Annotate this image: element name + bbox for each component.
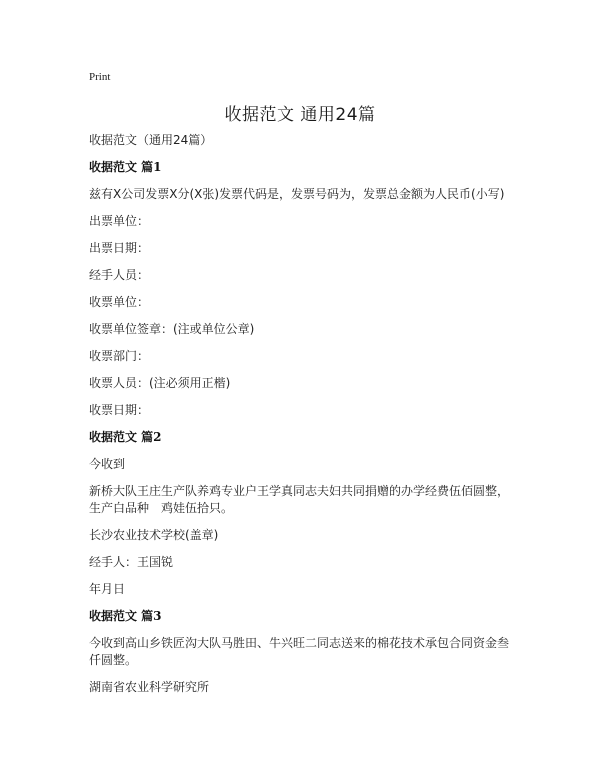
paragraph: 长沙农业技术学校(盖章) [89,528,219,542]
paragraph: 收票部门： [89,349,150,363]
paragraph: 今收到 [89,457,126,471]
paragraph: 收票单位签章：(注或单位公章) [89,322,255,336]
print-link[interactable]: Print [89,71,111,83]
section-heading-3: 收据范文 篇3 [89,609,162,623]
section-heading-1: 收据范文 篇1 [89,160,162,174]
document-subtitle: 收据范文（通用24篇） [89,133,213,147]
page-title: 收据范文 通用24篇 [224,105,376,125]
section-heading-2: 收据范文 篇2 [89,430,162,444]
paragraph: 新桥大队王庄生产队养鸡专业户王学真同志夫妇共同捐赠的办学经费伍佰圆整，生产白品种 鸡娃伍拾只。 [89,484,510,515]
paragraph: 经手人员： [89,268,150,282]
paragraph: 收票单位： [89,295,150,309]
document-body [89,132,515,706]
paragraph: 今收到高山乡铁匠沟大队马胜田、牛兴旺二同志送来的棉花技术承包合同资金叁仟圆整。 [89,636,510,667]
paragraph: 经手人：王国锐 [89,555,174,569]
paragraph: 出票日期： [89,241,150,255]
paragraph: 收票人员：(注必须用正楷) [89,376,231,390]
paragraph: 收票日期： [89,403,150,417]
paragraph: 年月日 [89,582,126,596]
paragraph: 湖南省农业科学研究所 [89,680,210,694]
paragraph: 兹有X公司发票X分(X张)发票代码是，发票号码为，发票总金额为人民币(小写) [89,187,505,201]
paragraph: 出票单位： [89,214,150,228]
